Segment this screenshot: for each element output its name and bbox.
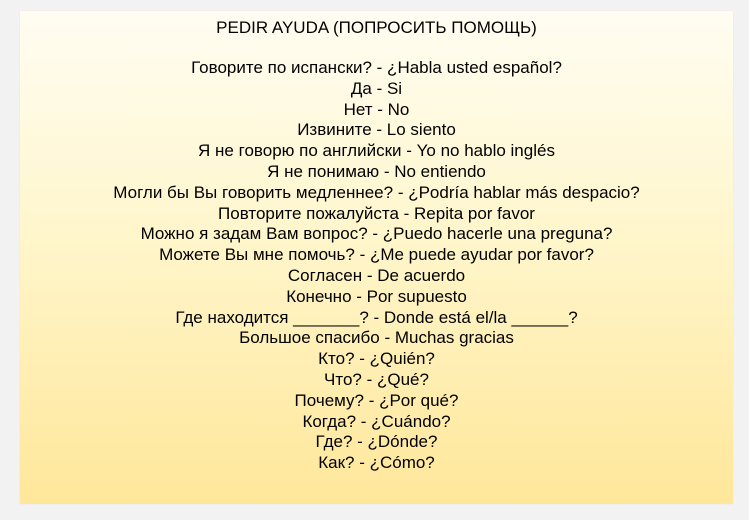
phrase-line: Можно я задам Вам вопрос? - ¿Puedo hacerle una preguna? xyxy=(140,224,613,244)
phrase-line: Где? - ¿Dónde? xyxy=(315,432,438,452)
phrase-line: Почему? - ¿Por qué? xyxy=(294,390,459,410)
phrase-line: Могли бы Вы говорить медленнее? - ¿Podría hablar más despacio? xyxy=(113,182,640,202)
phrase-line: Я не говорю по английски - Yo no hablo inglés xyxy=(198,141,555,161)
phrase-line: Извините - Lo siento xyxy=(297,120,456,140)
phrase-line: Да - Si xyxy=(350,78,403,98)
phrase-line: Конечно - Por supuesto xyxy=(286,286,467,306)
phrase-line: Большое спасибо - Muchas gracias xyxy=(239,328,514,348)
phrase-line: Повторите пожалуйста - Repita por favor xyxy=(218,203,535,223)
phrase-line: Я не понимаю - No entiendo xyxy=(267,161,486,181)
phrase-line: Где находится _______? - Donde está el/la ______? xyxy=(175,307,578,327)
phrase-line: Говорите по испански? - ¿Habla usted español? xyxy=(191,58,562,77)
phrase-line: Как? - ¿Cómo? xyxy=(318,453,435,473)
phrase-line: Что? - ¿Qué? xyxy=(324,369,429,389)
phrase-line: Можете Вы мне помочь? - ¿Me puede ayudar por favor? xyxy=(159,245,594,265)
phrase-card xyxy=(20,11,733,504)
phrase-list xyxy=(20,58,733,474)
phrase-line: Согласен - De acuerdo xyxy=(287,265,466,285)
card-title: PEDIR AYUDA (ПОПРОСИТЬ ПОМОЩЬ) xyxy=(216,18,537,37)
phrase-line: Кто? - ¿Quién? xyxy=(318,349,435,369)
phrase-line: Нет - No xyxy=(343,99,410,119)
phrase-line: Когда? - ¿Cuándo? xyxy=(302,411,451,431)
